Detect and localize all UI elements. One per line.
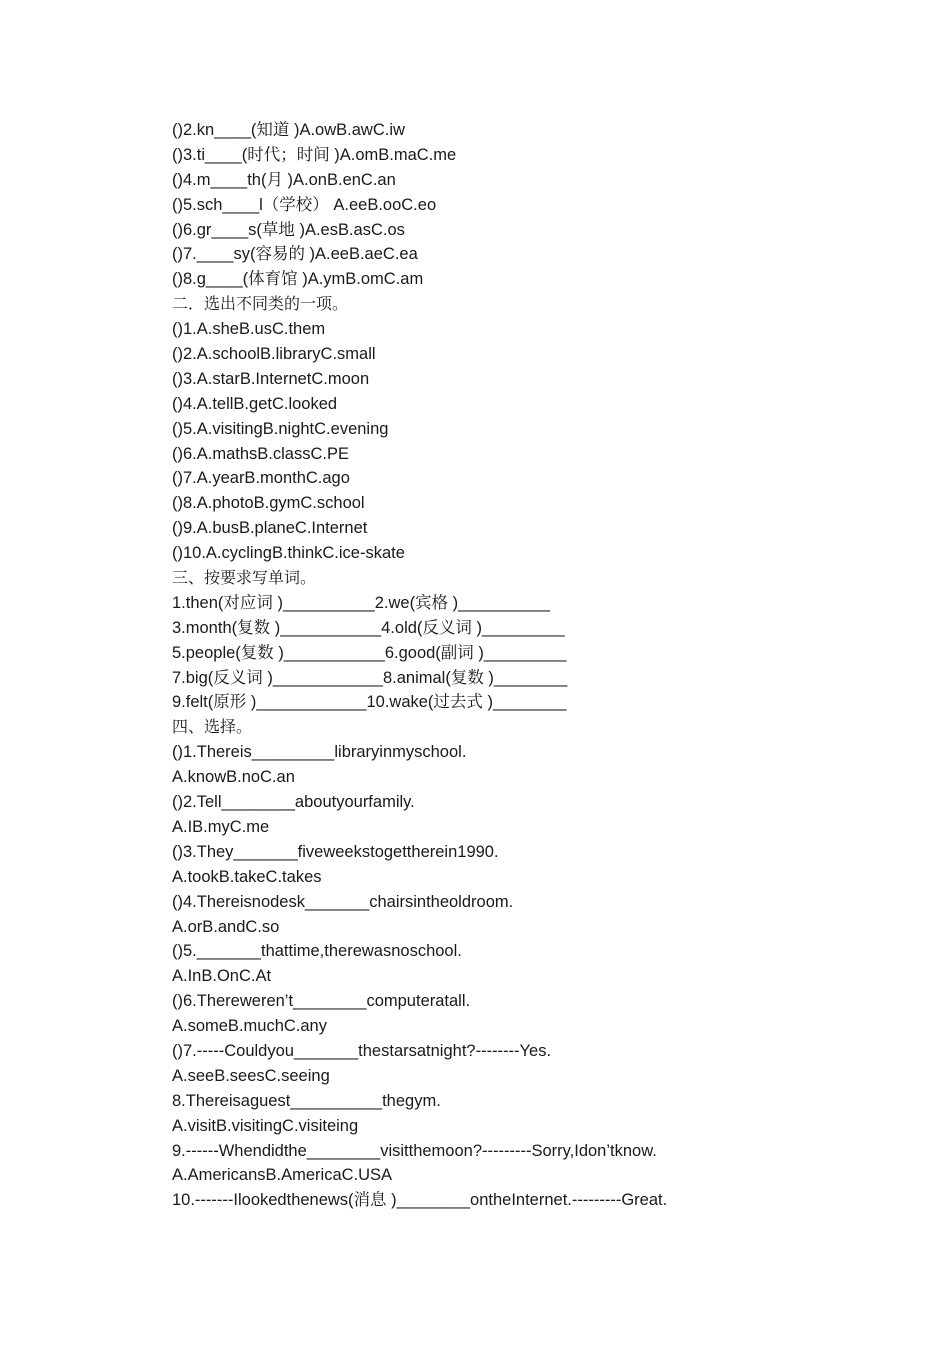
answer-options: A.visitB.visitingC.visiteing (172, 1116, 359, 1135)
list-item: 9.felt(原形 )____________10.wake(过去式 )________ (172, 693, 567, 712)
question: ()7.-----Couldyou_______thestarsatnight?--------Yes. (172, 1041, 552, 1060)
list-item: ()5.sch____l（学校） A.eeB.ooC.eo (172, 195, 437, 214)
question: ()2.Tell________aboutyourfamily. (172, 793, 415, 812)
section3 (172, 566, 872, 715)
list-item: ()8.g____(体育馆 )A.ymB.omC.am (172, 270, 424, 289)
answer-options: A.knowB.noC.an (172, 768, 295, 787)
list-item: ()3.A.starB.InternetC.moon (172, 369, 370, 388)
list-item: ()4.m____th(月 )A.onB.enC.an (172, 170, 396, 189)
answer-options: A.someB.muchC.any (172, 1017, 327, 1036)
question: ()6.Thereweren’t________computeratall. (172, 992, 471, 1011)
answer-options: A.seeB.seesC.seeing (172, 1066, 330, 1085)
list-item: ()6.A.mathsB.classC.PE (172, 444, 349, 463)
section2-heading: 二．选出不同类的一项。 (172, 294, 349, 314)
list-item: ()7.A.yearB.monthC.ago (172, 469, 350, 488)
list-item: 1.then(对应词 )__________2.we(宾格 )__________ (172, 593, 550, 612)
section1-list (172, 118, 872, 292)
list-item: ()2.A.schoolB.libraryC.small (172, 345, 376, 364)
list-item: ()10.A.cyclingB.thinkC.ice-skate (172, 544, 405, 563)
list-item: ()2.kn____(知道 )A.owB.awC.iw (172, 121, 405, 139)
list-item: ()8.A.photoB.gymC.school (172, 494, 365, 513)
section2 (172, 292, 872, 566)
list-item: 3.month(复数 )___________4.old(反义词 )_________ (172, 618, 565, 637)
section4-heading: 四、选择。 (172, 717, 253, 737)
question: ()4.Thereisnodesk_______chairsintheoldroom. (172, 892, 514, 911)
section3-heading: 三、按要求写单词。 (172, 568, 317, 588)
question: ()1.Thereis_________libraryinmyschool. (172, 743, 467, 762)
list-item: ()3.ti____(时代；时间 )A.omB.maC.me (172, 145, 457, 164)
question: 10.-------Ilookedthenews(消息 )________ontheInternet.---------Great. (172, 1191, 668, 1210)
list-item: ()6.gr____s(草地 )A.esB.asC.os (172, 220, 405, 239)
question: ()5._______thattime,therewasnoschool. (172, 942, 462, 961)
worksheet-page (172, 118, 872, 1213)
list-item: ()9.A.busB.planeC.Internet (172, 519, 368, 538)
list-item: 7.big(反义词 )____________8.animal(复数 )________ (172, 668, 568, 687)
answer-options: A.AmericansB.AmericaC.USA (172, 1166, 393, 1185)
answer-options: A.InB.OnC.At (172, 967, 272, 986)
answer-options: A.orB.andC.so (172, 917, 280, 936)
list-item: ()7.____sy(容易的 )A.eeB.aeC.ea (172, 245, 418, 264)
list-item: 5.people(复数 )___________6.good(副词 )_________ (172, 643, 567, 662)
list-item: ()1.A.sheB.usC.them (172, 320, 326, 339)
answer-options: A.IB.myC.me (172, 817, 270, 836)
answer-options: A.tookB.takeC.takes (172, 867, 322, 886)
list-item: ()4.A.tellB.getC.looked (172, 394, 338, 413)
question: 8.Thereisaguest__________thegym. (172, 1091, 441, 1110)
list-item: ()5.A.visitingB.nightC.evening (172, 419, 389, 438)
section4 (172, 715, 872, 1213)
question: 9.------Whendidthe________visitthemoon?---------Sorry,Idon’tknow. (172, 1141, 657, 1160)
question: ()3.They_______fiveweekstogettherein1990. (172, 842, 499, 861)
